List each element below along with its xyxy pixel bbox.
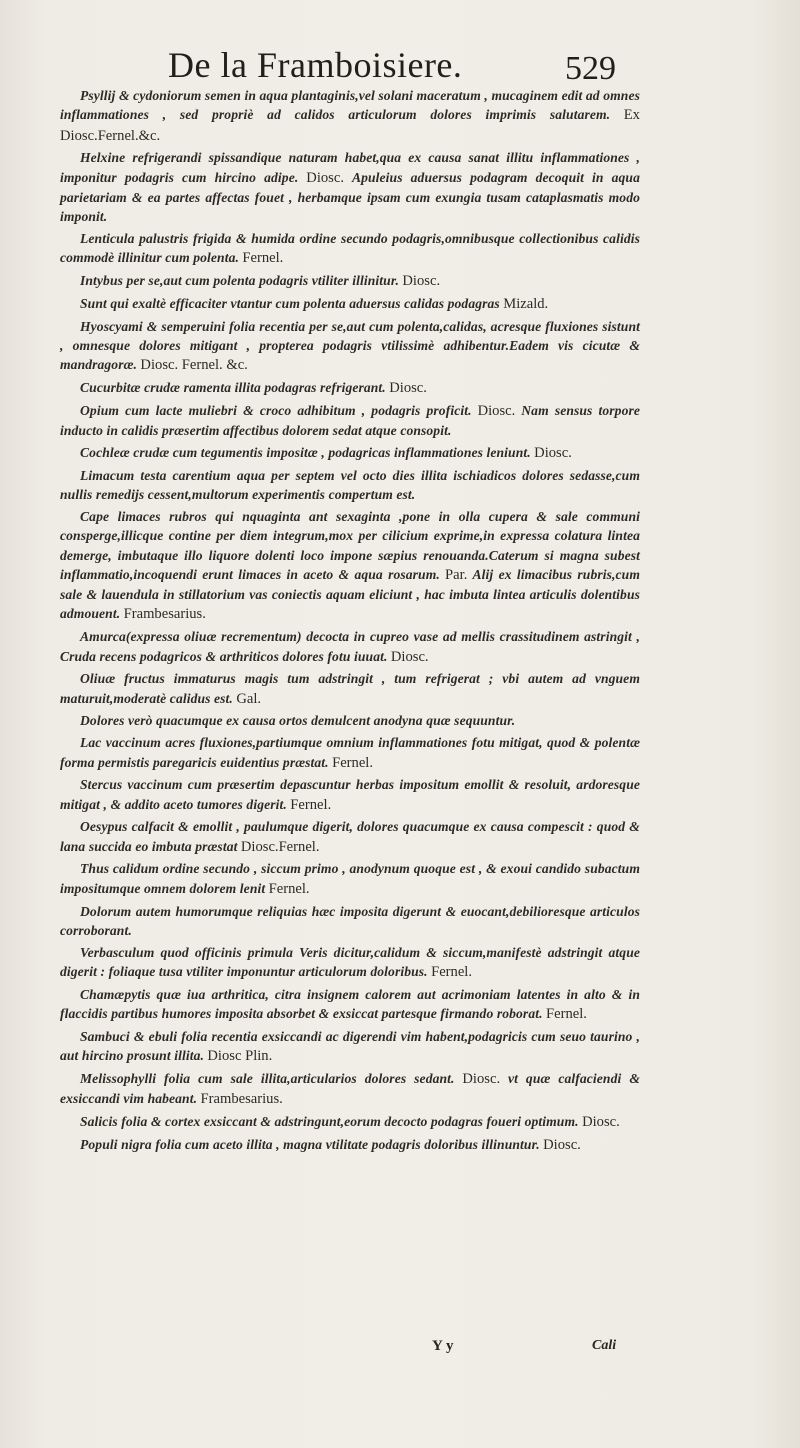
paragraph [60, 1135, 640, 1155]
source-citation: Diosc. [306, 169, 344, 186]
latin-text: Amurca(expressa oliuæ recrementum) decocta in cupreo vase ad mellis crassitudinem astringit , Cruda recens podagricos & arthriticos dolores fotu iuuat. [60, 629, 640, 664]
latin-text: Verbasculum quod officinis primula Veris dicitur,calidum & siccum,manifestè adstringit atque digerit : foliaque tusa vtiliter imponuntur articulorum doloribus. [60, 944, 640, 979]
page-number: 529 [565, 50, 616, 87]
source-citation: Diosc. [402, 273, 441, 290]
paragraph [60, 943, 640, 983]
source-citation: Par. [445, 566, 468, 583]
source-citation: Fernel. [431, 963, 473, 980]
latin-text: Hyoscyami & semperuini folia recentia per se,aut cum polenta,calidas, acresque fluxiones sistunt , omnesque dolores mitigant , propterea podagris vtilissimè adhibentur.Eadem vis cicutæ & mandragoræ. [60, 318, 640, 373]
latin-text: Nam sensus torpore inducto in calidis præsertim affectibus dolorem sedat atque consopit. [60, 402, 641, 439]
source-citation: Diosc. [534, 445, 572, 462]
paragraph [60, 775, 640, 815]
paragraph [60, 733, 640, 773]
latin-text: Alij ex limacibus rubris,cum sale & lauendula in stillatorium vas coniectis aquam eliciunt , hac imbuta lintea articulis dolentibus admouent. [60, 566, 640, 622]
paragraph [60, 711, 640, 730]
latin-text: Chamæpytis quæ iua arthritica, citra insignem calorem aut acrimoniam latentes in alto & in flaccidis partibus humores imposita absorbet & exsiccat partesque firmando roborat. [60, 986, 640, 1022]
source-citation: Mizald. [503, 295, 549, 312]
latin-text: Salicis folia & cortex exsiccant & adstringunt,eorum decocto podagras foueri optimum. [80, 1114, 579, 1130]
latin-text: Cucurbitæ crudæ ramenta illita podagras refrigerant. [80, 380, 386, 396]
source-citation: Diosc Plin. [207, 1048, 273, 1065]
paragraph [60, 466, 640, 505]
paragraph [60, 271, 640, 291]
source-citation: Fernel. [242, 250, 284, 267]
paragraph [60, 378, 640, 398]
latin-text: Populi nigra folia cum aceto illita , magna vtilitate podagris doloribus illinuntur. [80, 1136, 540, 1152]
latin-text: Dolorum autem humorumque reliquias hæc imposita digerunt & euocant,debilioresque articulos corroborant. [60, 903, 640, 938]
source-citation: Diosc. [390, 648, 429, 665]
source-citation: Diosc.Fernel. [240, 838, 320, 855]
paragraph [60, 86, 640, 146]
paragraph [60, 294, 640, 314]
latin-text: Dolores verò quacumque ex causa ortos demulcent anodyna quæ sequuntur. [80, 713, 516, 729]
paragraph [60, 1112, 640, 1132]
latin-text: Oliuæ fructus immaturus magis tum adstringit , tum refrigerat ; vbi autem ad vnguem maturuit,moderatè calidus est. [60, 671, 640, 706]
latin-text: Lac vaccinum acres fluxiones,partiumque omnium inflammationes fotu mitigat, quod & polentæ forma permistis paregaricis euidentius præstat. [60, 735, 640, 770]
source-citation: Ex Diosc.Fernel.&c. [60, 107, 640, 144]
paragraph [60, 1069, 640, 1110]
latin-text: Intybus per se,aut cum polenta podagris vtiliter illinitur. [80, 273, 399, 289]
source-citation: Fernel. [332, 754, 374, 771]
paragraph [60, 507, 640, 625]
running-title: De la Framboisiere. [168, 45, 463, 85]
paragraph [60, 985, 640, 1025]
page-header [0, 44, 800, 90]
source-citation: Diosc. [462, 1070, 501, 1087]
latin-text: Lenticula palustris frigida & humida ordine secundo podagris,omnibusque collectionibus calidis commodè illinitur cum polenta. [60, 231, 640, 266]
latin-text: Oesypus calfacit & emollit , paulumque digerit, dolores quacumque ex causa compescit : quod & lana succida eo imbuta præstat [60, 819, 640, 854]
paragraph [60, 1027, 640, 1067]
latin-text: vt quæ calfaciendi & exsiccandi vim habeant. [60, 1070, 640, 1107]
source-citation: Diosc. [389, 380, 427, 397]
latin-text: Sunt qui exaltè efficaciter vtantur cum polenta aduersus calidas podagras [80, 295, 500, 311]
source-citation: Fernel. [268, 880, 310, 897]
paragraph [60, 627, 640, 667]
paragraph [60, 443, 640, 463]
signature-mark: Y y [432, 1338, 454, 1354]
source-citation: Fernel. [290, 796, 332, 813]
paragraph [60, 669, 640, 709]
latin-text: Melissophylli folia cum sale illita,articularios dolores sedant. [80, 1070, 455, 1086]
paragraph [60, 902, 640, 941]
latin-text: Opium cum lacte muliebri & croco adhibitum , podagris proficit. [80, 402, 472, 418]
source-citation: Frambesarius. [200, 1091, 283, 1108]
paragraph [60, 817, 640, 857]
paragraph [60, 859, 640, 899]
paragraph [60, 148, 640, 226]
paragraph [60, 229, 640, 269]
latin-text: Cochleæ crudæ cum tegumentis impositæ , podagricas inflammationes leniunt. [80, 445, 531, 461]
source-citation: Gal. [236, 690, 262, 707]
latin-text: Apuleius aduersus podagram decoquit in aqua parietariam & ea partes affectas fouet , herbamque ipsam cum exungia tusam cataplasmatis modo imponit. [60, 169, 640, 225]
latin-text: Sambuci & ebuli folia recentia exsiccandi ac digerendi vim habent,podagricis cum seuo taurino , aut hircino prosunt illita. [60, 1028, 640, 1064]
paragraph [60, 401, 640, 441]
latin-text: Thus calidum ordine secundo , siccum primo , anodynum quoque est , & exoui candido subactum impositumque omnem dolorem lenit [60, 861, 640, 896]
source-citation: Diosc. [543, 1136, 581, 1153]
latin-text: Helxine refrigerandi spissandique naturam habet,qua ex causa sanat illitu inflammationes , imponitur podagris cum hircino adipe. [60, 150, 640, 185]
source-citation: Diosc. [582, 1114, 620, 1131]
source-citation: Diosc. [477, 402, 516, 419]
latin-text: Cape limaces rubros qui nquaginta ant sexaginta ,pone in olla cupera & sale communi consperge,illicque contine per diem integrum,mox per cilicium exprime,in expressa colatura lintea demerge, imbutaque illo liquore dolenti loco impone sæpius renouanda.Caterum si magna subest inflammatio,incoquendi erunt limaces in aceto & aqua rosarum. [60, 508, 640, 582]
body-text [60, 86, 640, 1158]
page-footer [0, 1338, 800, 1362]
source-citation: Frambesarius. [123, 606, 206, 623]
latin-text: Limacum testa carentium aqua per septem vel octo dies illita ischiadicos dolores sedasse,cum nullis remedijs cessent,multorum experimentis compertum est. [60, 467, 640, 503]
catchword: Cali [592, 1338, 617, 1353]
latin-text: Stercus vaccinum cum præsertim depascuntur herbas impositum emollit & resoluit, ardoresque mitigat , & addito aceto tumores digerit. [60, 777, 640, 812]
paragraph [60, 317, 640, 376]
source-citation: Fernel. [546, 1006, 587, 1023]
source-citation: Diosc. Fernel. &c. [140, 357, 248, 374]
latin-text: Psyllij & cydoniorum semen in aqua plantaginis,vel solani maceratum , mucaginem edit ad omnes inflammationes , sed propriè ad calidos articulorum dolores imprimis salutarem. [60, 88, 640, 123]
